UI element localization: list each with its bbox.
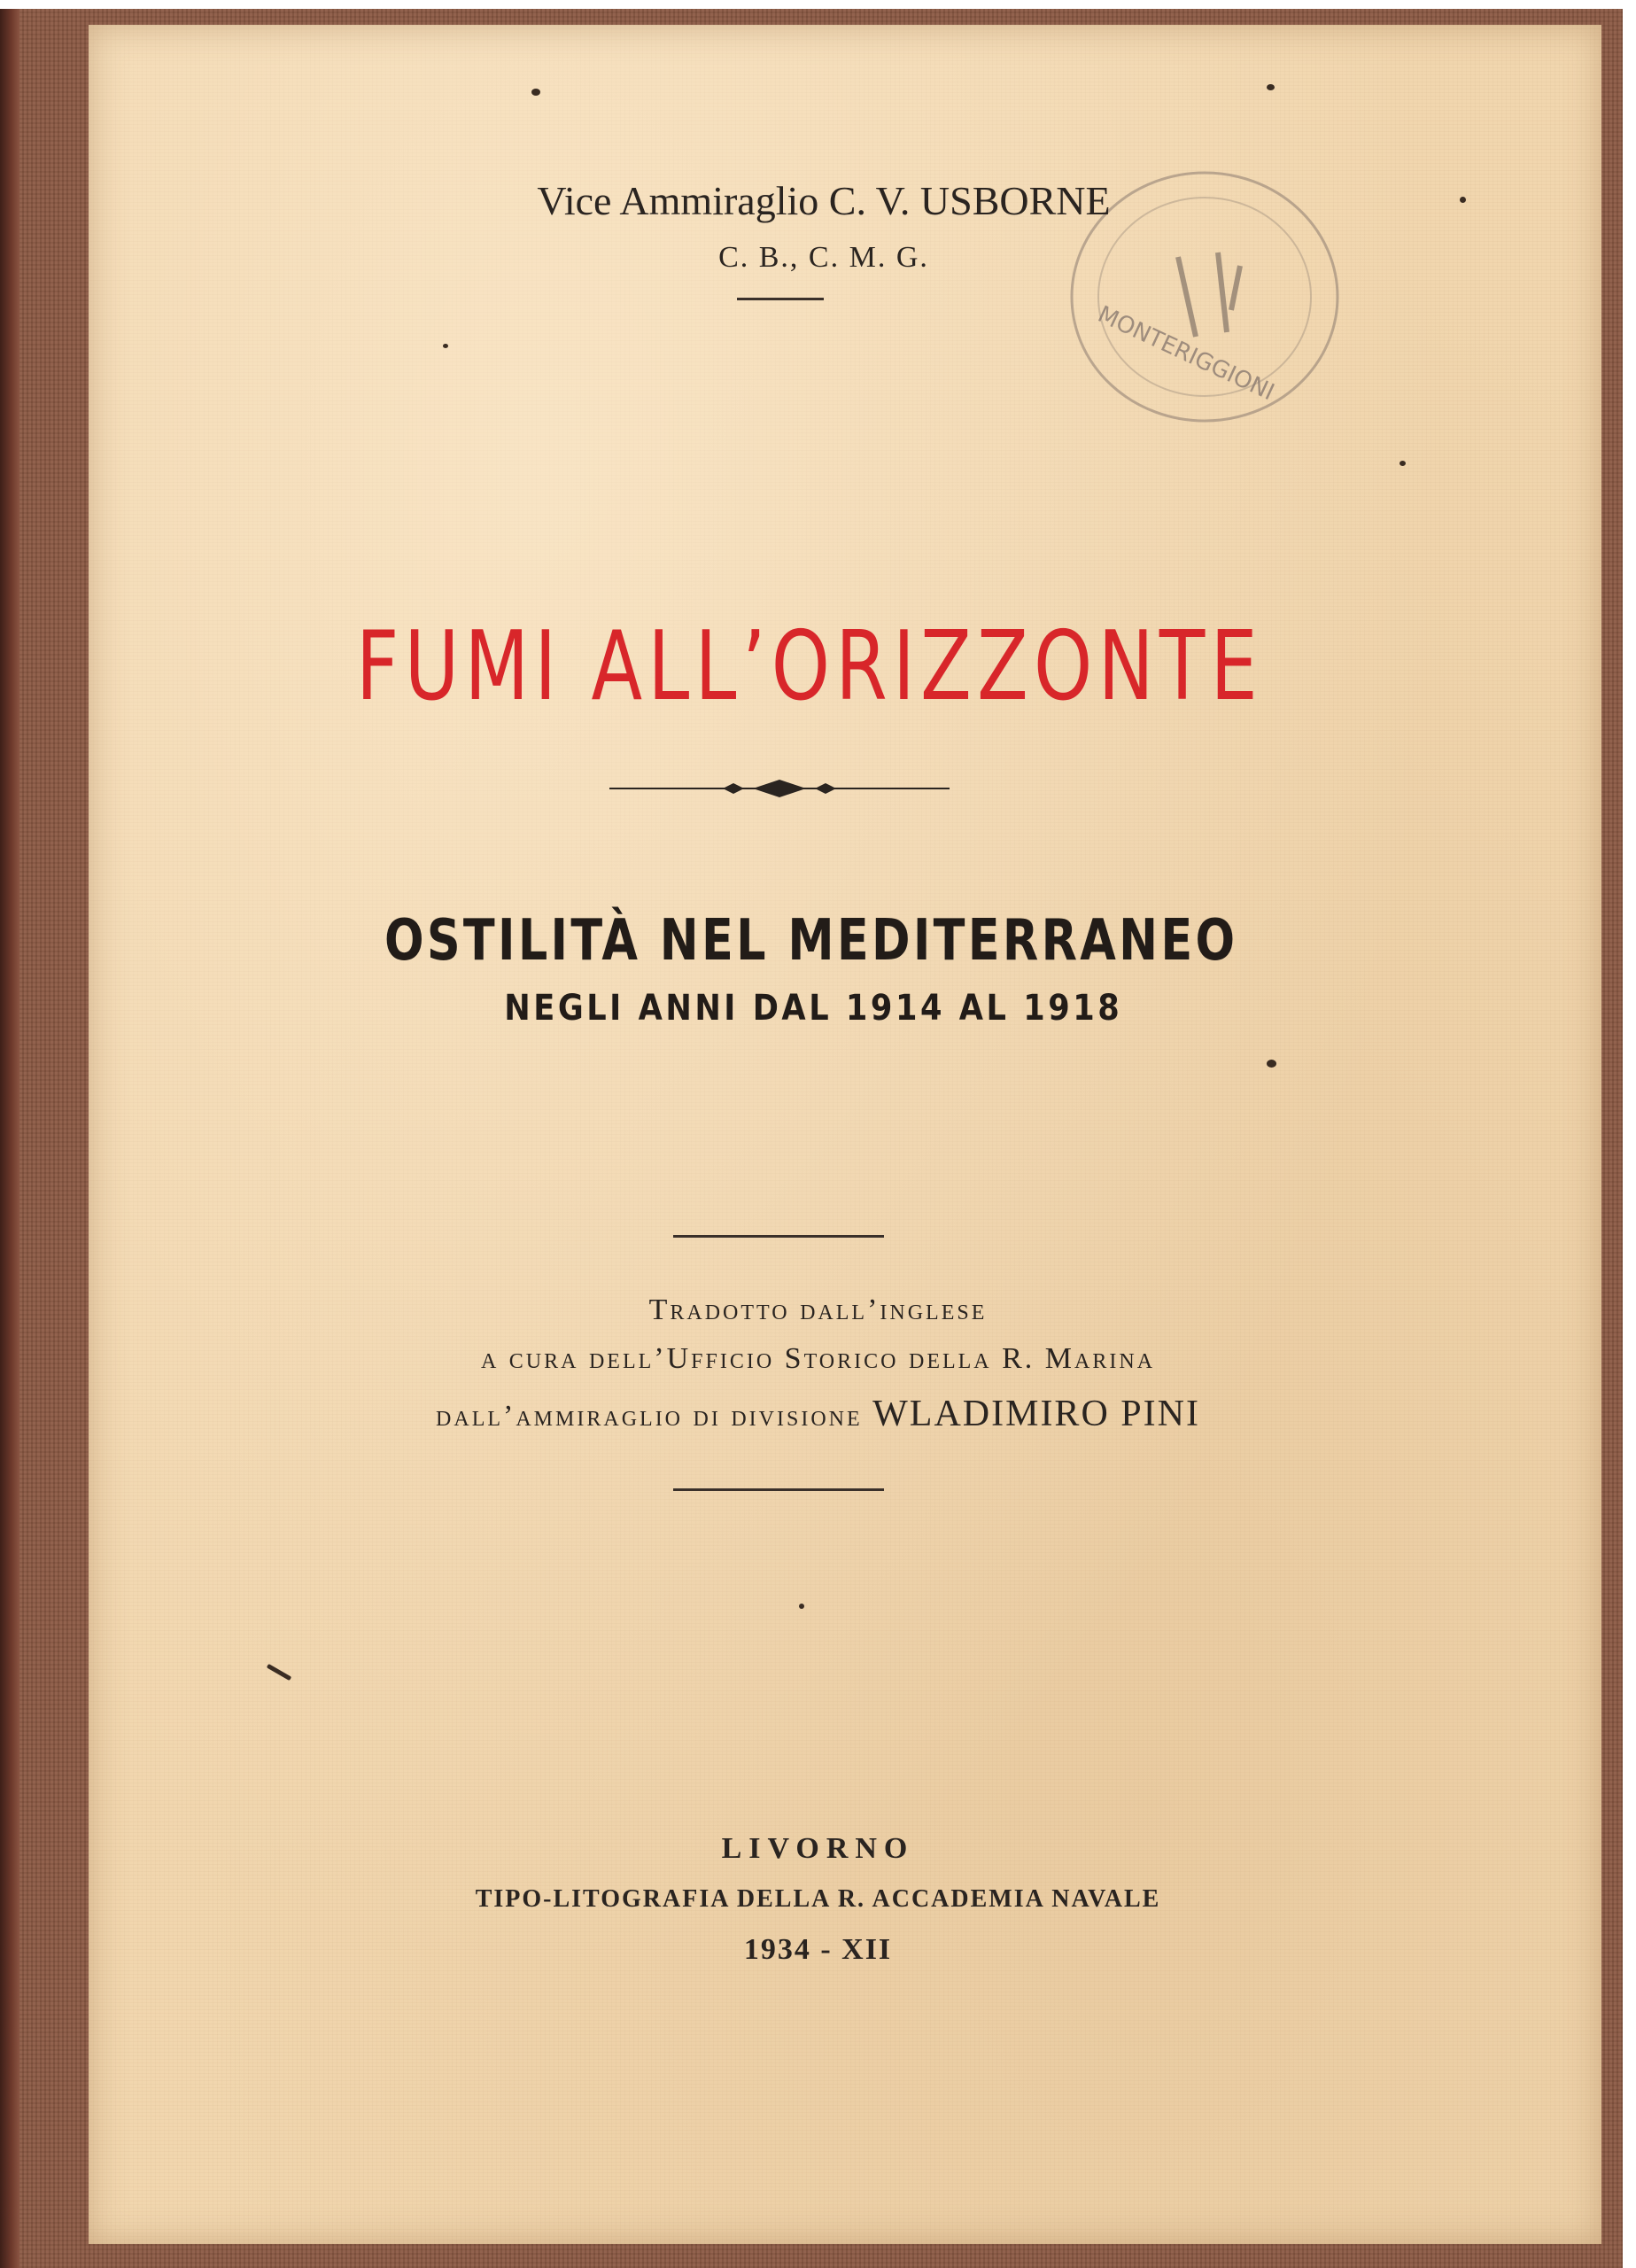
subtitle-years: NEGLI ANNI DAL 1914 AL 1918 [504,988,1123,1029]
translation-line-3-prefix: dall’ammiraglio di divisione [436,1400,863,1433]
translator-name: WLADIMIRO PINI [872,1394,1200,1434]
book-subtitle: OSTILITÀ NEL MEDITERRANEO [384,908,1238,974]
publication-city: LIVORNO [721,1832,915,1865]
paper-speck [1400,461,1406,466]
publication-date: 1934 - XII [743,1933,893,1966]
paper-speck [531,89,540,96]
paper-speck [1460,197,1466,203]
translation-line-2: a cura dell’Ufficio Storico della R. Marina [480,1342,1156,1375]
author-honors: C. B., C. M. G. [718,241,929,274]
ornamental-divider [609,778,950,799]
translation-line-1: Tradotto dall’inglese [648,1293,988,1326]
svg-text:MONTERIGGIONI: MONTERIGGIONI [1093,300,1279,407]
paper-speck [1267,84,1275,90]
author-line: Vice Ammiraglio C. V. USBORNE [537,178,1111,223]
printer-name: TIPO-LITOGRAFIA DELLA R. ACCADEMIA NAVALE [475,1885,1161,1913]
book-spine-edge [0,9,19,2268]
paper-speck [1267,1060,1276,1068]
translation-line-3 [0,1393,1636,1435]
paper-speck [799,1604,804,1609]
divider-rule-top [737,298,824,300]
paper-speck [443,344,448,348]
divider-rule-lower [673,1488,884,1491]
divider-rule-middle [673,1235,884,1238]
book-title: FUMI ALL’ORIZZONTE [355,611,1263,722]
